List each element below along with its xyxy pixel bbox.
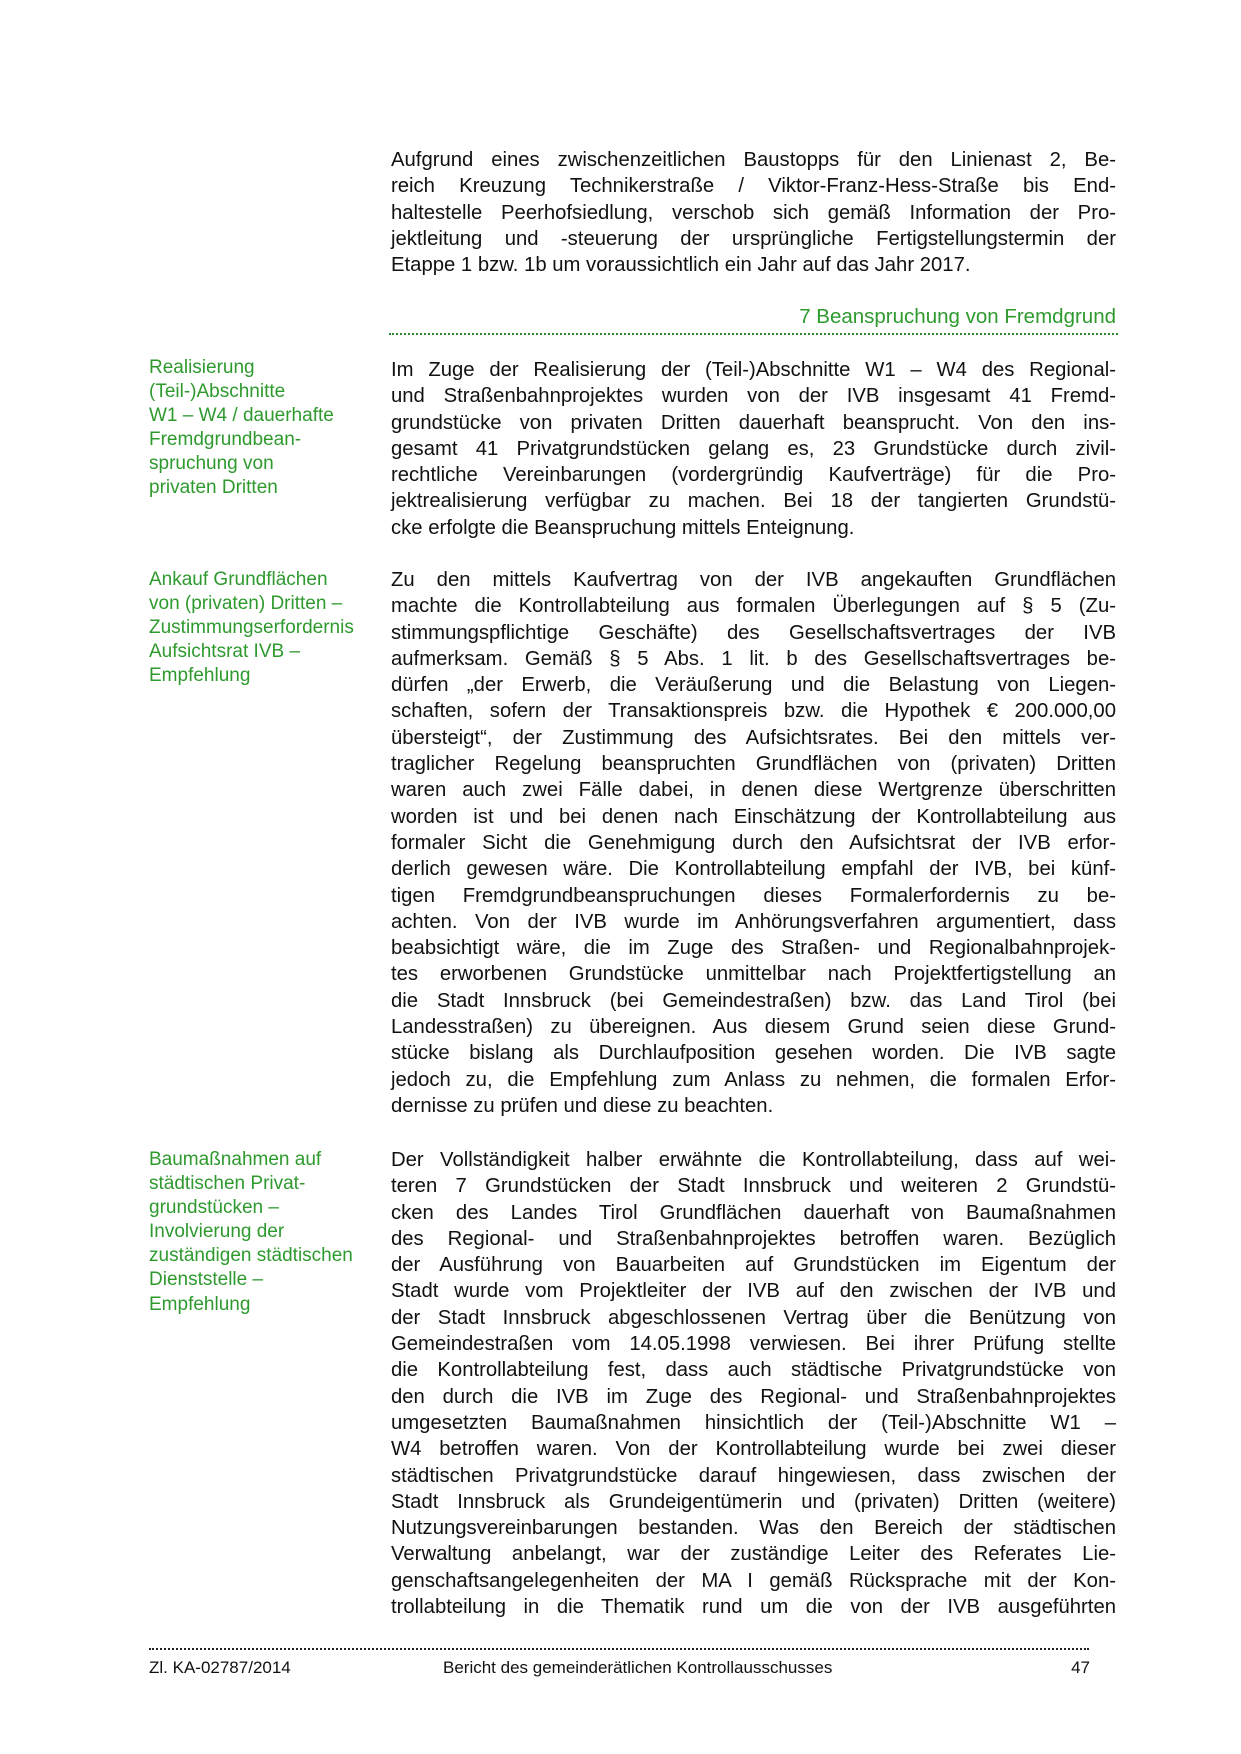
text-line: derlich gewesen wäre. Die Kontrollabteilung empfahl der IVB, bei künf- [391, 858, 1116, 881]
text-line: Stadt Innsbruck als Grundeigentümerin und (privaten) Dritten (weitere) [391, 1490, 1116, 1513]
text-line: und Straßenbahnprojektes wurden von der IVB insgesamt 41 Fremd- [391, 385, 1116, 408]
text-line: stücke bislang als Durchlaufposition gesehen worden. Die IVB sagte [391, 1042, 1116, 1065]
text-line: Der Vollständigkeit halber erwähnte die Kontrollabteilung, dass auf wei- [391, 1149, 1116, 1171]
margin-note-line: W1 – W4 / dauerhafte [149, 405, 334, 427]
text-line: cke erfolgte die Beanspruchung mittels Enteignung. [391, 516, 855, 539]
text-line: stimmungspflichtige Geschäfte) des Gesellschaftsvertrages der IVB [391, 621, 1116, 644]
text-line: Etappe 1 bzw. 1b um voraussichtlich ein Jahr auf das Jahr 2017. [391, 254, 971, 277]
footer-title: Bericht des gemeinderätlichen Kontrollausschusses [443, 1658, 833, 1677]
text-line: worden ist und bei denen nach Einschätzung der Kontrollabteilung aus [391, 805, 1116, 828]
text-line: beabsichtigt wäre, die im Zuge des Straßen- und Regionalbahnprojek- [391, 937, 1116, 960]
text-line: übersteigt“, der Zustimmung des Aufsichtsrates. Bei den mittels ver- [391, 726, 1116, 749]
footer-divider [149, 1648, 1089, 1650]
text-line: teren 7 Grundstücken der Stadt Innsbruck und weiteren 2 Grundstü- [391, 1175, 1116, 1198]
text-line: dürfen „der Erwerb, die Veräußerung und die Belastung von Liegen- [391, 674, 1116, 697]
margin-note-line: (Teil-)Abschnitte [149, 381, 286, 403]
margin-note-line: Realisierung [149, 357, 255, 378]
text-line: gesamt 41 Privatgrundstücken gelang es, 23 Grundstücke durch zivil- [391, 437, 1116, 460]
margin-note-line: Involvierung der [149, 1221, 285, 1243]
margin-note-line: grundstücken – [149, 1197, 279, 1219]
text-line: dernisse zu prüfen und diese zu beachten. [391, 1094, 774, 1117]
text-line: Zu den mittels Kaufvertrag von der IVB angekauften Grundflächen [391, 569, 1116, 591]
margin-note-line: Fremdgrundbean- [149, 429, 302, 451]
paragraph-vollstaendigkeit [391, 1147, 1116, 1620]
text-line: traglicher Regelung beanspruchten Grundflächen von (privaten) Dritten [391, 753, 1116, 776]
text-line: umgesetzten Baumaßnahmen hinsichtlich der (Teil-)Abschnitte W1 – [391, 1411, 1116, 1434]
text-line: machte die Kontrollabteilung aus formalen Überlegungen auf § 5 (Zu- [391, 595, 1116, 618]
text-line: der Ausführung von Bauarbeiten auf Grundstücken im Eigentum der [391, 1254, 1116, 1277]
text-line: W4 betroffen waren. Von der Kontrollabteilung wurde bei zwei dieser [391, 1438, 1116, 1461]
text-line: Nutzungsvereinbarungen bestanden. Was den Bereich der städtischen [391, 1517, 1116, 1540]
margin-note-line: privaten Dritten [149, 477, 278, 499]
paragraph-baustopp [391, 147, 1116, 278]
text-line: formaler Sicht die Genehmigung durch den Aufsichtsrat der IVB erfor- [391, 831, 1116, 854]
section-heading: 7 Beanspruchung von Fremdgrund [799, 305, 1116, 328]
margin-note-line: Aufsichtsrat IVB – [149, 641, 301, 663]
text-line: jektleitung und -steuerung der ursprüngliche Fertigstellungstermin der [391, 227, 1116, 250]
text-line: tigen Fremdgrundbeanspruchungen dieses Formalerfordernis zu be- [391, 884, 1116, 907]
margin-note-baumassnahmen [149, 1148, 389, 1317]
margin-note-line: zuständigen städtischen [149, 1245, 353, 1267]
paragraph-kaufvertrag [391, 567, 1116, 1119]
margin-note-line: Empfehlung [149, 665, 251, 687]
text-line: Stadt wurde vom Projektleiter der IVB auf den zwischen der IVB und [391, 1280, 1116, 1303]
text-line: die Stadt Innsbruck (bei Gemeindestraßen) bzw. das Land Tirol (bei [391, 989, 1116, 1012]
text-line: der Stadt Innsbruck abgeschlossenen Vertrag über die Benützung von [391, 1306, 1116, 1329]
text-line: Verwaltung anbelangt, war der zuständige Leiter des Referates Lie- [391, 1543, 1116, 1566]
heading-divider [389, 333, 1118, 335]
text-line: rechtliche Vereinbarungen (vordergründig Kaufverträge) für die Pro- [391, 464, 1116, 487]
page-number: 47 [1071, 1658, 1090, 1677]
text-line: trollabteilung in die Thematik rund um die von der IVB ausgeführten [391, 1596, 1116, 1619]
text-line: waren auch zwei Fälle dabei, in denen diese Wertgrenze überschritten [391, 779, 1116, 802]
paragraph-fremdgrund [391, 357, 1116, 541]
margin-note-line: städtischen Privat- [149, 1173, 306, 1195]
text-line: Landesstraßen) zu übereignen. Aus diesem Grund seien diese Grund- [391, 1016, 1116, 1039]
text-line: städtischen Privatgrundstücke darauf hingewiesen, dass zwischen der [391, 1464, 1116, 1487]
text-line: Gemeindestraßen vom 14.05.1998 verwiesen. Bei ihrer Prüfung stellte [391, 1333, 1116, 1356]
margin-note-line: Zustimmungserfordernis [149, 617, 354, 639]
text-line: des Regional- und Straßenbahnprojektes betroffen waren. Bezüglich [391, 1227, 1116, 1250]
text-line: cken des Landes Tirol Grundflächen dauerhaft von Baumaßnahmen [391, 1201, 1116, 1224]
text-line: grundstücke von privaten Dritten dauerhaft beansprucht. Von den ins- [391, 411, 1116, 434]
margin-note-line: Dienststelle – [149, 1269, 264, 1291]
margin-note-ankauf [149, 568, 389, 688]
margin-note-line: Baumaßnahmen auf [149, 1149, 322, 1170]
footer-reference: Zl. KA-02787/2014 [149, 1658, 291, 1677]
text-line: reich Kreuzung Technikerstraße / Viktor-Franz-Hess-Straße bis End- [391, 175, 1116, 198]
text-line: schaften, sofern der Transaktionspreis bzw. die Hypothek € 200.000,00 [391, 700, 1116, 723]
text-line: jektrealisierung verfügbar zu machen. Bei 18 der tangierten Grundstü- [391, 490, 1116, 513]
margin-note-line: Ankauf Grundflächen [149, 569, 328, 590]
margin-note-line: Empfehlung [149, 1293, 251, 1315]
text-line: den durch die IVB im Zuge des Regional- und Straßenbahnprojektes [391, 1385, 1116, 1408]
text-line: genschaftsangelegenheiten der MA I gemäß Rücksprache mit der Kon- [391, 1569, 1116, 1592]
text-line: die Kontrollabteilung fest, dass auch städtische Privatgrundstücke von [391, 1359, 1116, 1382]
text-line: jedoch zu, die Empfehlung zum Anlass zu nehmen, die formalen Erfor- [391, 1068, 1116, 1091]
text-line: aufmerksam. Gemäß § 5 Abs. 1 lit. b des Gesellschaftsvertrages be- [391, 647, 1116, 670]
margin-note-realisierung [149, 356, 389, 501]
text-line: haltestelle Peerhofsiedlung, verschob sich gemäß Information der Pro- [391, 201, 1116, 224]
margin-note-line: von (privaten) Dritten – [149, 593, 343, 615]
text-line: achten. Von der IVB wurde im Anhörungsverfahren argumentiert, dass [391, 910, 1116, 933]
text-line: tes erworbenen Grundstücke unmittelbar nach Projektfertigstellung an [391, 963, 1116, 986]
text-line: Aufgrund eines zwischenzeitlichen Baustopps für den Linienast 2, Be- [391, 149, 1116, 171]
margin-note-line: spruchung von [149, 453, 274, 475]
text-line: Im Zuge der Realisierung der (Teil-)Abschnitte W1 – W4 des Regional- [391, 359, 1116, 381]
